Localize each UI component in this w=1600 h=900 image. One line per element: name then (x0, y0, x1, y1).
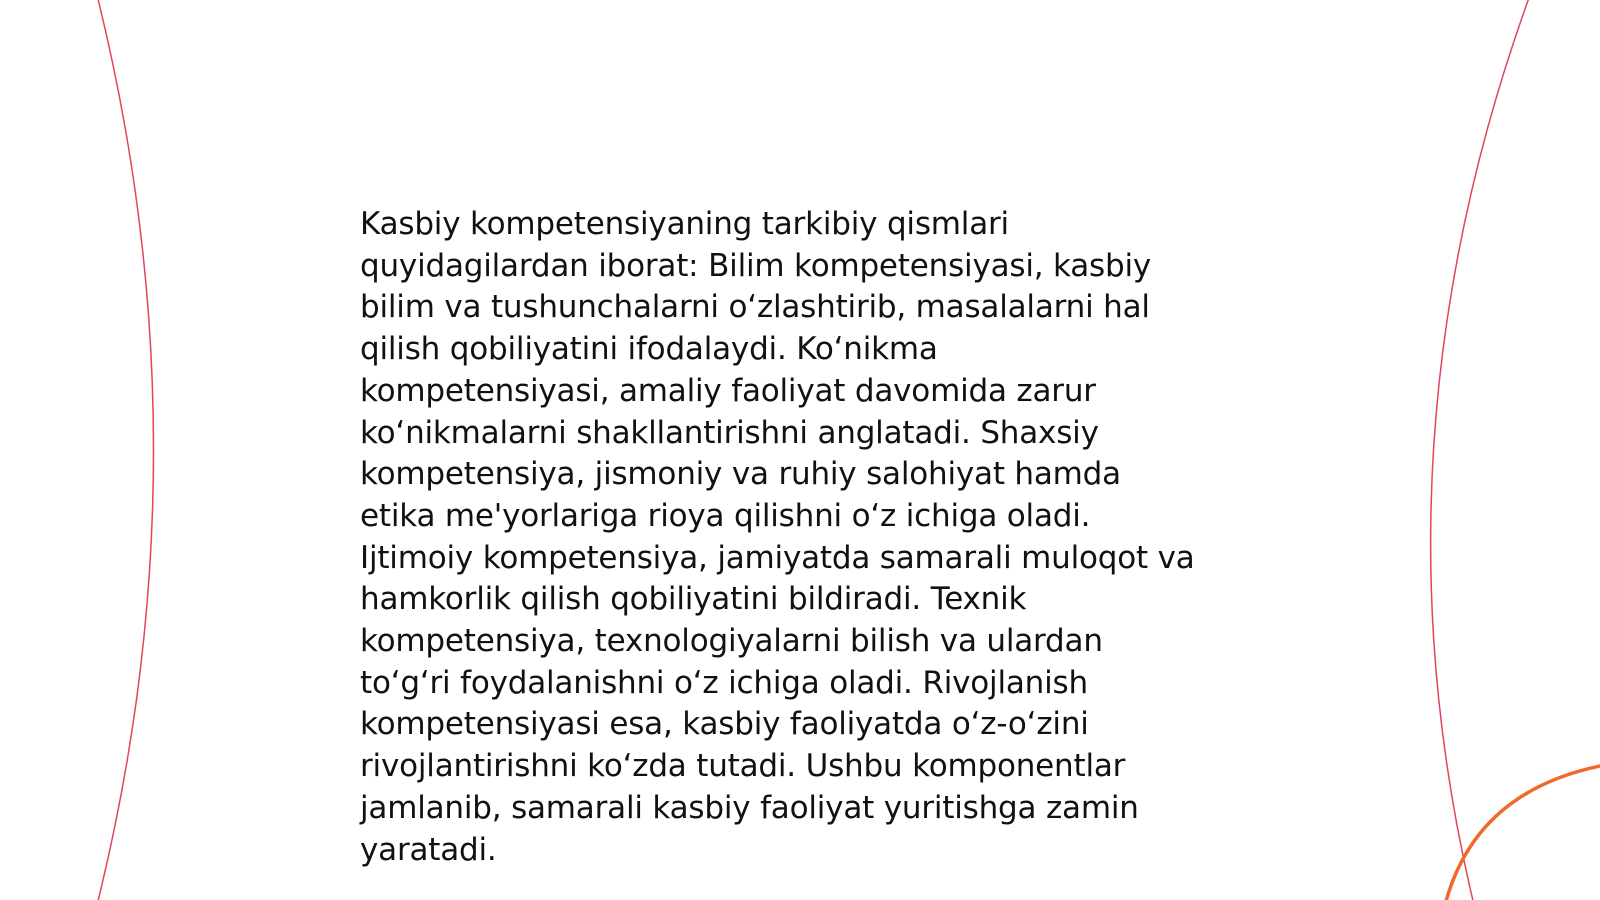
body-text: Kasbiy kompetensiyaning tarkibiy qismlari quyidagilardan iborat: Bilim kompetensiyasi, kasbiy bilim va tushunchalarni o‘zlashtirib, masalalarni hal qilish qobiliyatini ifodalaydi. Ko‘nikma kompetensiyasi, amaliy faoliyat davomida zarur ko‘nikmalarni shakllantirishni anglatadi. Shaxsiy kompetensiya, jismoniy va ruhiy salohiyat hamda etika me'yorlariga rioya qilishni o‘z ichiga oladi. Ijtimoiy kompetensiya, jamiyatda samarali muloqot va hamkorlik qilish qobiliyatini bildiradi. Texnik kompetensiya, texnologiyalarni bilish va ulardan to‘g‘ri foydalanishni o‘z ichiga oladi. Rivojlanish kompetensiyasi esa, kasbiy faoliyatda o‘z-o‘zini rivojlantirishni ko‘zda tutadi. Ushbu komponentlar jamlanib, samarali kasbiy faoliyat yuritishga zamin yaratadi. (360, 206, 1195, 868)
left-arc (97, 0, 154, 900)
right-arc (1431, 0, 1530, 900)
